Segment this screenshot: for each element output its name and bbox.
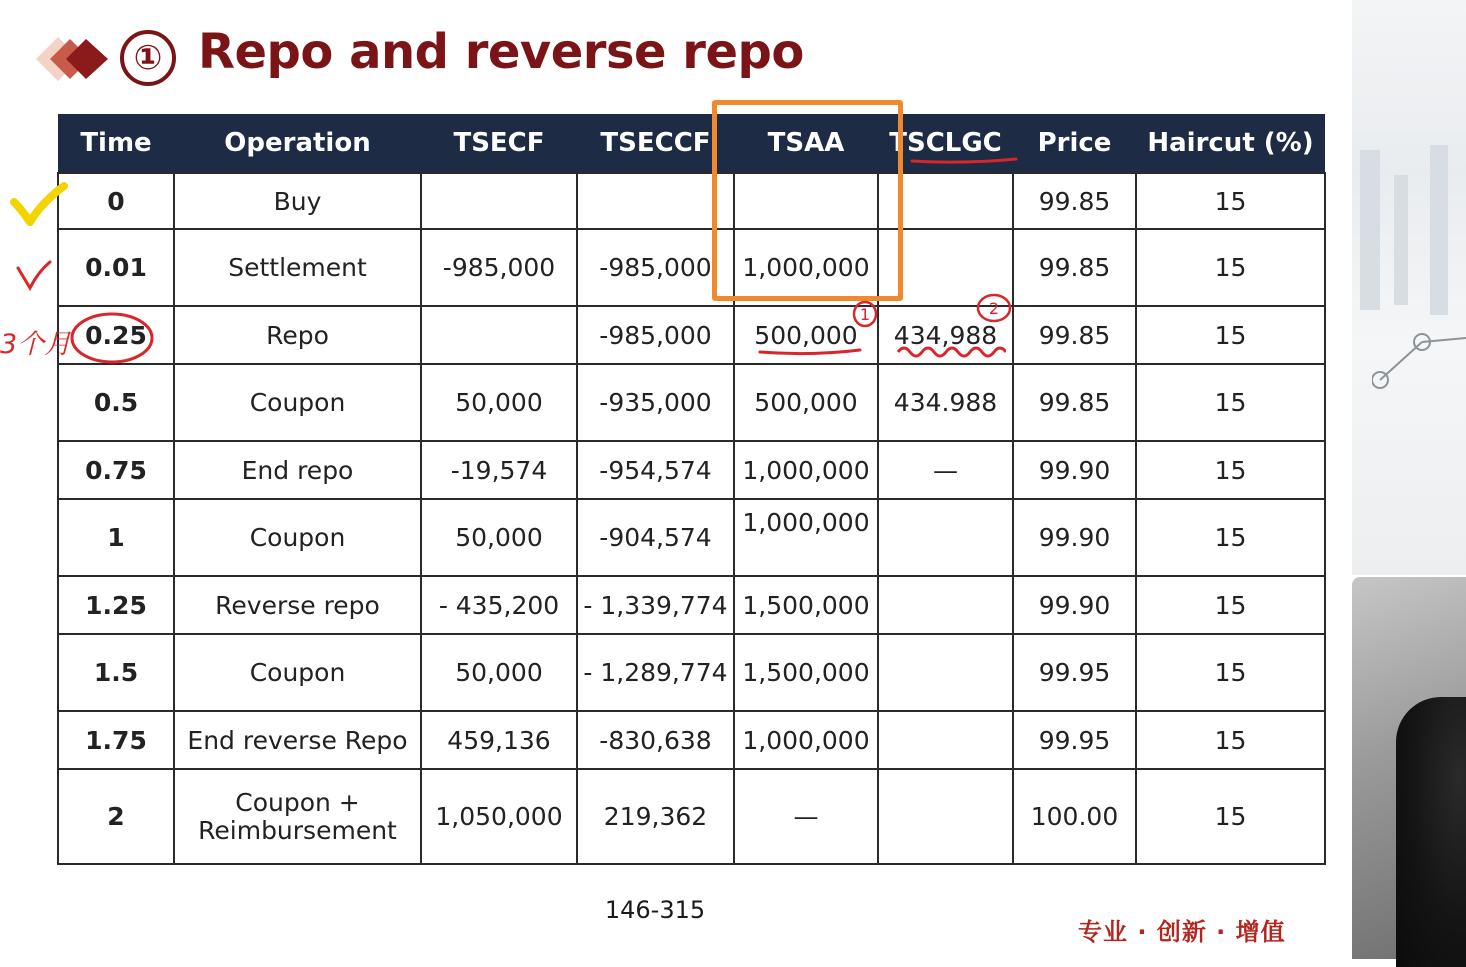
cell-haircut: 15: [1136, 711, 1325, 769]
header-haircut: Haircut (%): [1136, 114, 1325, 173]
cell-tsecf: [421, 173, 577, 229]
table-row: [58, 499, 1325, 576]
section-number: ①: [120, 30, 176, 86]
cell-operation: Coupon: [174, 499, 421, 576]
cell-tseccf: [577, 173, 734, 229]
cell-price: 99.90: [1013, 441, 1136, 499]
table-row: [58, 364, 1325, 441]
cell-operation: End repo: [174, 441, 421, 499]
cell-price: 99.85: [1013, 173, 1136, 229]
cell-tsaa: 1,000,000: [734, 441, 878, 499]
red-check-icon: [14, 258, 54, 294]
cell-tsecf: 459,136: [421, 711, 577, 769]
cell-time: 0.25: [58, 306, 174, 364]
cell-time: 0.75: [58, 441, 174, 499]
cell-tsclgc: [878, 499, 1013, 576]
table-row: [58, 173, 1325, 229]
table-row: [58, 576, 1325, 634]
cell-haircut: 15: [1136, 229, 1325, 306]
cell-time: 0.01: [58, 229, 174, 306]
cell-tsclgc: 434.988: [878, 364, 1013, 441]
header-operation: Operation: [174, 114, 421, 173]
cell-time: 1.75: [58, 711, 174, 769]
header-tsclgc: TSCLGC: [878, 114, 1013, 173]
cell-time: 0.5: [58, 364, 174, 441]
circled-two-annotation: [974, 290, 1014, 326]
cell-tsaa: 1,000,000: [734, 229, 878, 306]
circled-two-label: 2: [988, 299, 1000, 318]
cell-operation: Coupon: [174, 634, 421, 711]
repo-table: [57, 114, 1326, 865]
cell-haircut: 15: [1136, 441, 1325, 499]
three-months-note: 3个月: [0, 329, 72, 360]
cell-tsclgc: [878, 769, 1013, 864]
cell-tsecf: 50,000: [421, 364, 577, 441]
header-price: Price: [1013, 114, 1136, 173]
cell-haircut: 15: [1136, 306, 1325, 364]
cell-time: 0: [58, 173, 174, 229]
table-row: [58, 441, 1325, 499]
cell-tseccf: - 1,339,774: [577, 576, 734, 634]
cell-price: 99.85: [1013, 364, 1136, 441]
header-tseccf: TSECCF: [577, 114, 734, 173]
tsaa-highlight-box: [712, 100, 903, 301]
cell-tseccf: -935,000: [577, 364, 734, 441]
cell-tsaa: 1,500,000: [734, 576, 878, 634]
yellow-check-icon: [8, 180, 68, 230]
cell-price: 100.00: [1013, 769, 1136, 864]
cell-tsecf: -985,000: [421, 229, 577, 306]
cell-operation: Reverse repo: [174, 576, 421, 634]
cell-tsaa: 1,000,000: [734, 499, 878, 576]
presenter-silhouette: [1396, 697, 1466, 967]
slogan: 专业 · 创新 · 增值: [1078, 918, 1286, 946]
table-row: [58, 229, 1325, 306]
cell-tsclgc: [878, 634, 1013, 711]
cell-tsaa: —: [734, 769, 878, 864]
cell-price: 99.95: [1013, 711, 1136, 769]
cell-haircut: 15: [1136, 499, 1325, 576]
cell-tsecf: - 435,200: [421, 576, 577, 634]
diamond-logo-icon: [14, 28, 114, 90]
cell-haircut: 15: [1136, 576, 1325, 634]
cell-tsecf: 50,000: [421, 634, 577, 711]
table-row: [58, 769, 1325, 864]
cell-tseccf: -830,638: [577, 711, 734, 769]
cell-tseccf: -985,000: [577, 229, 734, 306]
cell-price: 99.95: [1013, 634, 1136, 711]
cell-haircut: 15: [1136, 769, 1325, 864]
cell-tseccf: - 1,289,774: [577, 634, 734, 711]
operation-text: Coupon + Reimbursement: [198, 787, 397, 845]
header-time: Time: [58, 114, 174, 173]
circled-one-label: 1: [859, 305, 871, 324]
cell-operation: Buy: [174, 173, 421, 229]
cell-price: 99.85: [1013, 229, 1136, 306]
red-circle-annotation: [68, 310, 156, 366]
tsclgc-wavy-underline: [896, 344, 1006, 360]
table-header-row: [58, 114, 1325, 173]
header-tsecf: TSECF: [421, 114, 577, 173]
tsaa-underline: [756, 344, 866, 358]
cell-haircut: 15: [1136, 173, 1325, 229]
tsclgc-header-underline: [910, 156, 1020, 166]
cell-tseccf: -985,000: [577, 306, 734, 364]
cell-tsecf: 1,050,000: [421, 769, 577, 864]
cell-haircut: 15: [1136, 364, 1325, 441]
chart-sketch-icon: [1372, 320, 1466, 400]
cell-tsecf: [421, 306, 577, 364]
cell-price: 99.85: [1013, 306, 1136, 364]
cell-operation: Coupon: [174, 364, 421, 441]
cell-tsaa: 1,500,000: [734, 634, 878, 711]
cell-tsaa: 500,000: [734, 364, 878, 441]
cell-operation: End reverse Repo: [174, 711, 421, 769]
cell-tseccf: -904,574: [577, 499, 734, 576]
page-title: Repo and reverse repo: [198, 24, 804, 80]
background-strip: [1352, 0, 1466, 575]
cell-tsaa: 500,000: [734, 306, 878, 364]
cell-tsclgc: 434,988: [878, 306, 1013, 364]
cell-tsecf: -19,574: [421, 441, 577, 499]
header-tsaa: TSAA: [734, 114, 878, 173]
cell-haircut: 15: [1136, 634, 1325, 711]
cell-time: 2: [58, 769, 174, 864]
cell-time: 1.25: [58, 576, 174, 634]
cell-price: 99.90: [1013, 499, 1136, 576]
cell-tsclgc: [878, 711, 1013, 769]
cell-tsclgc: —: [878, 441, 1013, 499]
cell-price: 99.90: [1013, 576, 1136, 634]
presenter-video: [1352, 577, 1466, 959]
circled-one-annotation: [850, 298, 880, 330]
cell-time: 1.5: [58, 634, 174, 711]
cell-operation: [174, 769, 421, 864]
cell-tsaa: 1,000,000: [734, 711, 878, 769]
cell-time: 1: [58, 499, 174, 576]
table-row: [58, 306, 1325, 364]
cell-tsecf: 50,000: [421, 499, 577, 576]
cell-tseccf: 219,362: [577, 769, 734, 864]
cell-operation: Settlement: [174, 229, 421, 306]
cell-operation: Repo: [174, 306, 421, 364]
page-number: 146-315: [604, 896, 706, 924]
table-row: [58, 711, 1325, 769]
cell-tseccf: -954,574: [577, 441, 734, 499]
cell-tsclgc: [878, 576, 1013, 634]
table-row: [58, 634, 1325, 711]
